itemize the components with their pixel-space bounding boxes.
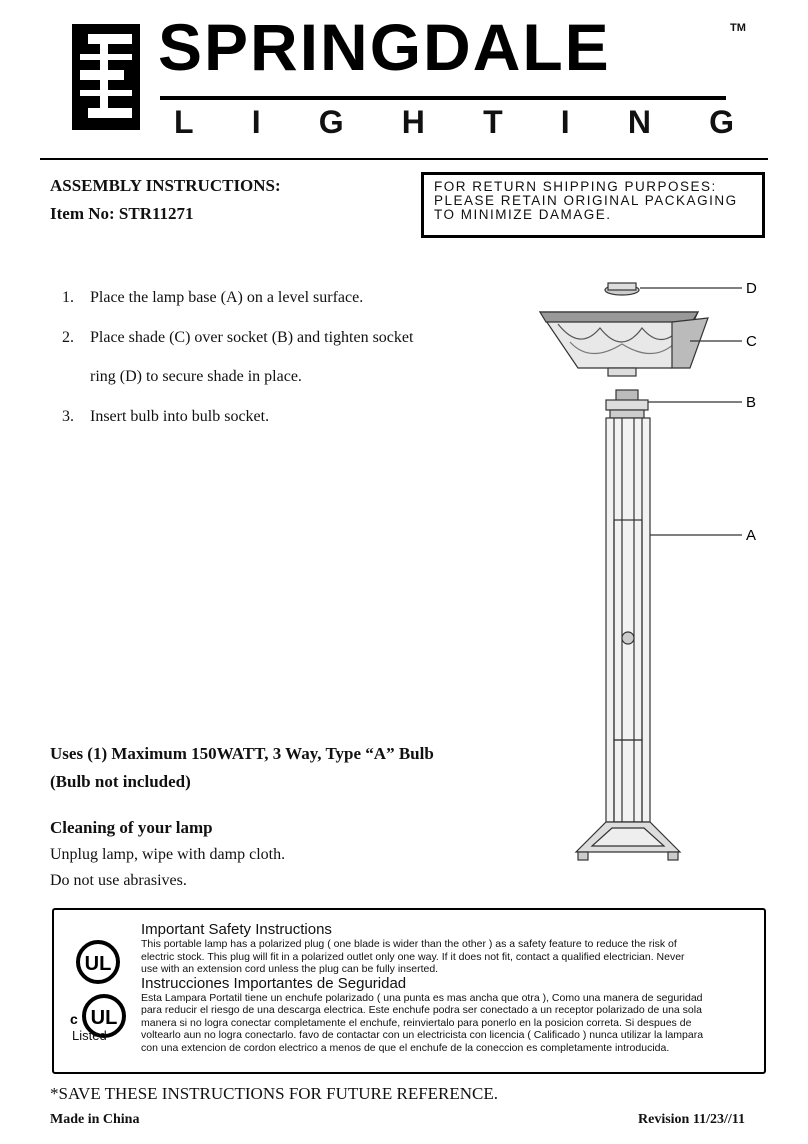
springdale-logo-icon: [72, 24, 140, 130]
label-d: D: [746, 280, 757, 297]
cul-c-mark: c: [70, 1011, 78, 1027]
lamp-shade-side: [672, 318, 708, 368]
made-in-label: Made in China: [50, 1112, 140, 1127]
brand-subtitle-letter: N: [627, 104, 651, 140]
label-b: B: [746, 394, 757, 411]
pole-switch: [622, 632, 634, 644]
shade-bottom-ring: [608, 368, 636, 376]
brand-name: SPRINGDALE: [158, 10, 611, 84]
safety-title-es: Instrucciones Importantes de Seguridad: [141, 974, 407, 992]
cleaning-text: Do not use abrasives.: [50, 872, 187, 889]
socket-cap: [606, 400, 648, 410]
brand-subtitle-letter: I: [560, 104, 570, 140]
safety-instructions-box: [52, 908, 766, 1074]
bulb-spec: Uses (1) Maximum 150WATT, 3 Way, Type “A” Bulb: [50, 744, 434, 763]
bulb-note: (Bulb not included): [50, 772, 191, 791]
step-2: [62, 328, 413, 348]
item-number: Item No: STR11271: [50, 204, 194, 223]
safety-line-es: para reducir el riesgo de una descarga electrica. Este enchufe podra ser conectado a un receptor polarizado de una sola: [141, 1004, 702, 1016]
header-divider: [40, 158, 768, 160]
lamp-base-pole-part: [606, 418, 650, 822]
ul-listed-label: Listed: [72, 1028, 107, 1043]
socket-cap-base: [610, 410, 644, 418]
shipping-notice-box: [421, 172, 765, 238]
step-3: [62, 407, 269, 427]
lamp-shade-top-band: [540, 312, 698, 322]
brand-subtitle-letter: G: [318, 104, 344, 140]
step-number: 3.: [62, 408, 74, 425]
step-number: 1.: [62, 289, 74, 306]
safety-line-es: manera si no logra conectar completamente el enchufe, reinviertalo para ponerlo en la posicion correta. Si despues de: [141, 1016, 692, 1029]
step-text: Place shade (C) over socket (B) and tighten socket: [90, 329, 414, 346]
brand-subtitle: [174, 106, 734, 138]
socket-ring-top: [608, 283, 636, 290]
brand-subtitle-letter: T: [483, 104, 503, 140]
shipping-notice-line: PLEASE RETAIN ORIGINAL PACKAGING: [434, 193, 738, 208]
safety-title-en: Important Safety Instructions: [141, 921, 332, 938]
safety-line-es: voltearlo aun no logra conectarlo. favo de contactar con un electricista con licencia ( Calificado ) nunca utilizar la lampara: [141, 1029, 704, 1041]
ul-logo-text: UL: [84, 953, 112, 975]
step-text: Insert bulb into bulb socket.: [90, 408, 270, 425]
label-c: C: [746, 333, 757, 350]
revision-label: Revision 11/23//11: [638, 1112, 745, 1127]
brand-subtitle-letter: G: [709, 104, 734, 140]
step-text: Place the lamp base (A) on a level surface.: [90, 289, 364, 306]
step-2-continuation: ring (D) to secure shade in place.: [90, 368, 302, 385]
cul-logo-text: UL: [90, 1007, 118, 1029]
safety-line-en: This portable lamp has a polarized plug ( one blade is wider than the other ) as a safety feature to reduce the risk of: [141, 938, 677, 950]
step-number: 2.: [62, 329, 74, 346]
base-foot-left: [578, 852, 588, 860]
base-foot-right: [668, 852, 678, 860]
brand-rule: [160, 96, 726, 100]
cleaning-title: Cleaning of your lamp: [50, 818, 213, 837]
label-a: A: [746, 527, 757, 544]
safety-line-es: Esta Lampara Portatil tiene un enchufe polarizado ( una punta es mas ancha que otra ), Como una manera de seguridad: [141, 991, 703, 1004]
brand-subtitle-letter: L: [174, 104, 194, 140]
trademark-symbol: TM: [730, 22, 746, 34]
shipping-notice-line: FOR RETURN SHIPPING PURPOSES:: [434, 179, 717, 194]
safety-line-en: use with an extension cord unless the plug can be fully inserted.: [141, 963, 439, 975]
bulb-info: [50, 740, 434, 796]
safety-line-es: con una extencion de cordon electrico a menos de que el enchufe de la coneccion es completamente introducida.: [141, 1041, 670, 1054]
cleaning-text: Unplug lamp, wipe with damp cloth.: [50, 846, 286, 863]
step-1: [62, 288, 363, 308]
brand-subtitle-letter: H: [401, 104, 425, 140]
shipping-notice-line: TO MINIMIZE DAMAGE.: [434, 207, 612, 222]
safety-text: [141, 922, 756, 1054]
assembly-title: ASSEMBLY INSTRUCTIONS:: [50, 176, 281, 195]
save-instructions-note: *SAVE THESE INSTRUCTIONS FOR FUTURE REFERENCE.: [50, 1084, 499, 1103]
lamp-diagram: [530, 272, 780, 872]
brand-subtitle-letter: I: [251, 104, 261, 140]
safety-line-en: electric stock. This plug will fit in a polarized outlet only one way. If it does not fit, contact a qualified electrician. Never: [141, 950, 685, 963]
